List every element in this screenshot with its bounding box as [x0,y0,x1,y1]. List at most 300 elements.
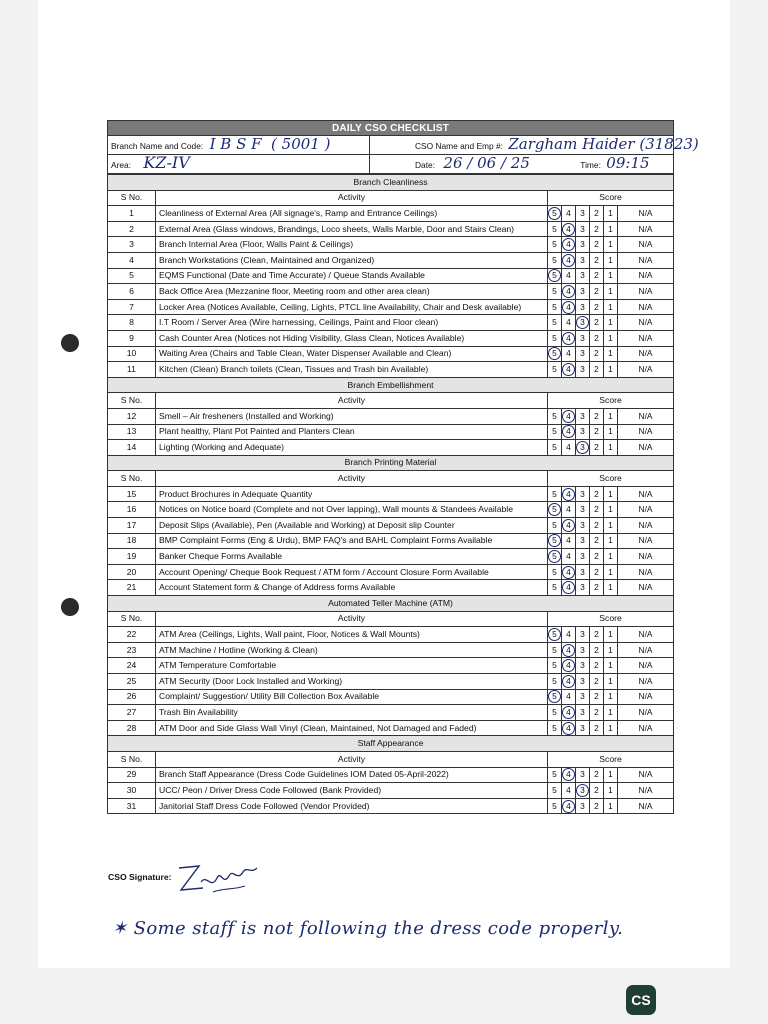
table-row [108,564,674,580]
score-option: 1 [608,706,613,717]
checklist-header-table [107,120,699,174]
score-cell [548,268,562,284]
selected-score-circle: 4 [562,519,575,532]
score-cell [590,440,604,456]
checklist-title: DAILY CSO CHECKLIST [108,121,674,136]
score-cell [576,642,590,658]
score-option: 2 [594,254,599,265]
score-cell [604,440,618,456]
score-option: 2 [594,566,599,577]
score-option: 5 [552,800,557,811]
score-option: N/A [638,348,653,359]
item-sno: 9 [108,330,156,346]
score-option: 3 [580,285,585,296]
score-option: 1 [608,488,613,499]
score-option: N/A [638,644,653,655]
score-option: 1 [608,566,613,577]
score-option: 1 [608,629,613,640]
score-option: 2 [594,784,599,795]
score-cell [590,346,604,362]
selected-score-circle: 4 [562,800,575,813]
score-cell [590,268,604,284]
score-option: 1 [608,207,613,218]
score-option: 3 [580,363,585,374]
score-option: 2 [594,519,599,530]
score-option: 3 [580,239,585,250]
cso-label: CSO Name and Emp #: [415,140,503,151]
score-cell [562,533,576,549]
score-cell [576,237,590,253]
score-cell [590,221,604,237]
item-sno: 17 [108,518,156,534]
score-header: Score [548,611,674,627]
branch-field [108,136,370,155]
score-option: 1 [608,769,613,780]
score-option: 1 [608,784,613,795]
score-cell [604,486,618,502]
score-cell [590,284,604,300]
score-cell [548,299,562,315]
score-cell [604,783,618,799]
score-option: N/A [638,706,653,717]
item-activity: Janitorial Staff Dress Code Followed (Vendor Provided) [156,798,548,814]
score-cell [590,518,604,534]
score-cell [548,221,562,237]
table-row [108,798,674,814]
camscanner-logo: CS [626,985,656,1015]
score-cell [604,268,618,284]
score-cell [618,315,674,331]
score-cell [562,642,576,658]
score-option: N/A [638,332,653,343]
cso-field [370,134,699,155]
column-header-row [108,751,674,767]
score-option: N/A [638,363,653,374]
score-cell [548,720,562,736]
score-option: 1 [608,675,613,686]
score-option: N/A [638,566,653,577]
item-activity: Product Brochures in Adequate Quantity [156,486,548,502]
score-cell [548,330,562,346]
score-option: 3 [580,644,585,655]
score-option: 2 [594,239,599,250]
section-row [108,736,674,752]
item-activity: ATM Door and Side Glass Wall Vinyl (Clean, Maintained, Not Damaged and Faded) [156,720,548,736]
score-cell [590,658,604,674]
table-row [108,549,674,565]
score-cell [618,424,674,440]
score-cell [562,330,576,346]
score-option: 1 [608,426,613,437]
score-cell [562,237,576,253]
item-sno: 11 [108,362,156,378]
item-activity: Deposit Slips (Available), Pen (Available and Working) at Deposit slip Counter [156,518,548,534]
score-option: 2 [594,410,599,421]
score-option: N/A [638,535,653,546]
item-sno: 22 [108,627,156,643]
signature-block [108,860,408,900]
score-cell [604,252,618,268]
section-row [108,596,674,612]
table-row [108,783,674,799]
table-row [108,206,674,222]
score-option: 3 [580,410,585,421]
score-cell [548,580,562,596]
table-row [108,580,674,596]
score-option: 1 [608,254,613,265]
item-activity: Branch Staff Appearance (Dress Code Guidelines IOM Dated 05-April-2022) [156,767,548,783]
score-option: 3 [580,504,585,515]
score-option: 5 [552,660,557,671]
score-option: 1 [608,301,613,312]
score-cell [590,299,604,315]
time-value: 09:15 [606,153,650,172]
score-cell [548,237,562,253]
score-cell [576,627,590,643]
punch-hole [61,598,79,616]
score-cell [576,720,590,736]
table-row [108,299,674,315]
score-cell [604,549,618,565]
score-option: 3 [580,426,585,437]
selected-score-circle: 4 [562,254,575,267]
score-cell [548,767,562,783]
score-option: 2 [594,207,599,218]
score-option: 5 [552,519,557,530]
selected-score-circle: 5 [548,503,561,516]
selected-score-circle: 3 [576,441,589,454]
score-cell [562,658,576,674]
area-field [108,155,370,174]
item-sno: 1 [108,206,156,222]
item-sno: 21 [108,580,156,596]
item-activity: Back Office Area (Mezzanine floor, Meeting room and other area clean) [156,284,548,300]
item-activity: ATM Machine / Hotline (Working & Clean) [156,642,548,658]
score-cell [576,206,590,222]
score-cell [576,533,590,549]
score-cell [618,268,674,284]
score-cell [604,627,618,643]
table-row [108,252,674,268]
table-row [108,346,674,362]
selected-score-circle: 3 [576,316,589,329]
score-option: 3 [580,675,585,686]
score-cell [618,221,674,237]
score-option: 2 [594,629,599,640]
selected-score-circle: 5 [548,550,561,563]
score-option: 2 [594,426,599,437]
area-label: Area: [111,160,132,170]
score-option: 2 [594,441,599,452]
score-option: 5 [552,254,557,265]
score-cell [618,674,674,690]
score-cell [618,564,674,580]
score-option: 3 [580,332,585,343]
score-header: Score [548,393,674,409]
table-row [108,767,674,783]
score-cell [548,549,562,565]
score-option: 1 [608,332,613,343]
activity-header: Activity [156,471,548,487]
score-cell [618,767,674,783]
date-label: Date: [415,159,436,170]
score-option: 4 [566,784,571,795]
selected-score-circle: 4 [562,285,575,298]
score-option: 3 [580,691,585,702]
score-option: 3 [580,566,585,577]
selected-score-circle: 5 [548,207,561,220]
table-row [108,642,674,658]
score-option: 2 [594,270,599,281]
time-label: Time: [580,159,601,170]
score-cell [590,237,604,253]
item-activity: Cash Counter Area (Notices not Hiding Visibility, Glass Clean, Notices Available) [156,330,548,346]
score-cell [548,284,562,300]
score-cell [576,486,590,502]
item-activity: Branch Workstations (Clean, Maintained and Organized) [156,252,548,268]
score-option: 5 [552,722,557,733]
sno-header: S No. [108,190,156,206]
score-cell [590,783,604,799]
branch-value: I B S F ( 5001 ) [209,134,331,153]
table-row [108,705,674,721]
item-sno: 3 [108,237,156,253]
score-option: N/A [638,270,653,281]
score-cell [576,221,590,237]
score-option: 4 [566,535,571,546]
score-option: 2 [594,582,599,593]
item-activity: ATM Temperature Comfortable [156,658,548,674]
item-activity: Kitchen (Clean) Branch toilets (Clean, Tissues and Trash bin Available) [156,362,548,378]
score-option: 5 [552,784,557,795]
score-cell [562,440,576,456]
score-cell [618,502,674,518]
score-cell [548,206,562,222]
score-option: 1 [608,270,613,281]
branch-label: Branch Name and Code: [111,140,204,151]
selected-score-circle: 4 [562,722,575,735]
score-option: 3 [580,769,585,780]
score-option: 2 [594,769,599,780]
score-cell [576,284,590,300]
score-cell [576,689,590,705]
score-cell [576,549,590,565]
activity-header: Activity [156,611,548,627]
table-row [108,720,674,736]
selected-score-circle: 4 [562,644,575,657]
score-option: 2 [594,317,599,328]
score-option: 3 [580,629,585,640]
item-activity: Trash Bin Availability [156,705,548,721]
score-option: 2 [594,722,599,733]
score-cell [590,798,604,814]
item-activity: Notices on Notice board (Complete and not Over lapping), Wall mounts & Standees Available [156,502,548,518]
score-option: 2 [594,691,599,702]
score-cell [548,486,562,502]
score-option: 3 [580,223,585,234]
selected-score-circle: 4 [562,488,575,501]
score-option: 2 [594,332,599,343]
selected-score-circle: 4 [562,768,575,781]
score-option: 5 [552,675,557,686]
sno-header: S No. [108,393,156,409]
score-cell [576,767,590,783]
score-option: 1 [608,551,613,562]
score-cell [548,627,562,643]
score-cell [576,502,590,518]
item-activity: Complaint/ Suggestion/ Utility Bill Collection Box Available [156,689,548,705]
cso-value: Zargham Haider (31823) [508,134,699,153]
table-row [108,689,674,705]
score-cell [576,330,590,346]
score-option: 5 [552,582,557,593]
score-cell [548,533,562,549]
score-cell [562,705,576,721]
score-cell [562,346,576,362]
sno-header: S No. [108,751,156,767]
score-cell [576,783,590,799]
score-cell [590,705,604,721]
score-cell [604,299,618,315]
table-row [108,237,674,253]
score-option: 3 [580,519,585,530]
score-option: 5 [552,285,557,296]
score-cell [576,798,590,814]
score-cell [548,564,562,580]
score-option: N/A [638,675,653,686]
score-cell [548,362,562,378]
score-option: 2 [594,706,599,717]
score-cell [604,720,618,736]
score-cell [576,268,590,284]
score-option: 1 [608,317,613,328]
selected-score-circle: 5 [548,347,561,360]
score-cell [562,284,576,300]
score-option: 3 [580,488,585,499]
table-row [108,408,674,424]
score-option: 4 [566,629,571,640]
score-cell [604,533,618,549]
table-row [108,330,674,346]
score-cell [604,221,618,237]
score-option: 5 [552,301,557,312]
column-header-row [108,393,674,409]
item-sno: 12 [108,408,156,424]
score-option: 5 [552,566,557,577]
score-cell [590,564,604,580]
score-option: 1 [608,800,613,811]
score-cell [548,252,562,268]
score-cell [562,798,576,814]
score-option: N/A [638,254,653,265]
score-cell [618,518,674,534]
score-cell [604,206,618,222]
item-sno: 26 [108,689,156,705]
table-row [108,424,674,440]
score-option: 3 [580,582,585,593]
score-cell [618,346,674,362]
score-cell [590,315,604,331]
score-option: N/A [638,441,653,452]
score-cell [576,346,590,362]
section-title: Staff Appearance [108,736,674,752]
score-cell [562,268,576,284]
score-option: N/A [638,800,653,811]
sno-header: S No. [108,611,156,627]
section-title: Branch Embellishment [108,377,674,393]
score-option: N/A [638,426,653,437]
score-cell [604,689,618,705]
score-option: 1 [608,644,613,655]
item-sno: 24 [108,658,156,674]
score-cell [562,221,576,237]
score-option: 1 [608,285,613,296]
item-sno: 14 [108,440,156,456]
table-row [108,362,674,378]
score-cell [618,705,674,721]
checklist-items-table [107,174,674,814]
score-option: 2 [594,644,599,655]
table-row [108,518,674,534]
score-cell [590,252,604,268]
score-cell [548,783,562,799]
score-cell [562,315,576,331]
score-cell [548,798,562,814]
item-sno: 25 [108,674,156,690]
score-cell [618,330,674,346]
score-cell [604,424,618,440]
score-option: 3 [580,660,585,671]
score-option: N/A [638,207,653,218]
score-cell [576,299,590,315]
section-title: Branch Printing Material [108,455,674,471]
item-activity: Plant healthy, Plant Pot Painted and Planters Clean [156,424,548,440]
date-value: 26 / 06 / 25 [443,153,530,172]
item-sno: 7 [108,299,156,315]
score-option: 3 [580,551,585,562]
item-sno: 27 [108,705,156,721]
item-sno: 29 [108,767,156,783]
score-option: 4 [566,691,571,702]
score-option: N/A [638,239,653,250]
item-sno: 16 [108,502,156,518]
punch-hole [61,334,79,352]
selected-score-circle: 5 [548,690,561,703]
score-cell [548,346,562,362]
selected-score-circle: 4 [562,425,575,438]
score-cell [590,408,604,424]
item-sno: 18 [108,533,156,549]
score-cell [604,408,618,424]
score-option: 3 [580,270,585,281]
score-option: 4 [566,317,571,328]
item-activity: Locker Area (Notices Available, Ceiling, Lights, PTCL line Availability, Chair and Desk available) [156,299,548,315]
selected-score-circle: 4 [562,706,575,719]
score-cell [576,424,590,440]
score-cell [604,284,618,300]
score-cell [576,440,590,456]
score-cell [604,767,618,783]
score-cell [590,330,604,346]
score-option: 5 [552,644,557,655]
score-cell [576,518,590,534]
table-row [108,502,674,518]
score-cell [576,580,590,596]
score-cell [548,315,562,331]
score-option: 4 [566,551,571,562]
score-option: N/A [638,223,653,234]
item-activity: Lighting (Working and Adequate) [156,440,548,456]
